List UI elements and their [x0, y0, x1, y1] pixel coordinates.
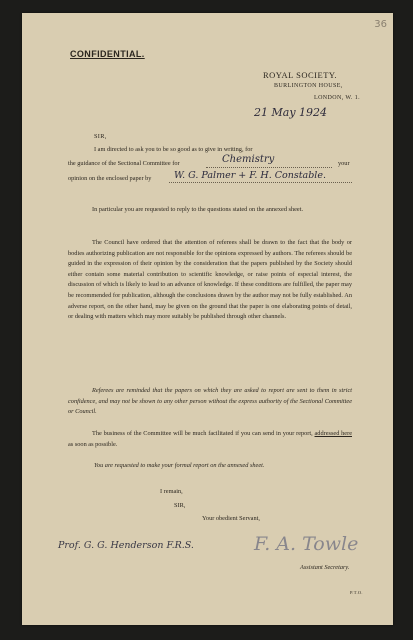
intro-line-1: I am directed to ask you to be so good as to give in writing, for: [94, 146, 253, 153]
folio-number: 36: [374, 19, 387, 30]
letter-page: [22, 13, 393, 625]
intro-line-2-start: the guidance of the Sectional Committee for: [68, 160, 180, 167]
society-name: ROYAL SOCIETY.: [263, 70, 338, 80]
committee-blank: [206, 167, 332, 168]
business-text-start: The business of the Committee will be much facilitated if you can send in your report,: [92, 430, 313, 437]
closing-servant: Your obedient Servant,: [202, 515, 260, 522]
referee-name-handwritten: Prof. G. G. Henderson F.R.S.: [58, 540, 194, 551]
intro-line-3-start: opinion on the enclosed paper by: [68, 175, 152, 182]
secretary-signature: F. A. Towle: [254, 533, 359, 555]
paragraph-particular: In particular you are requested to reply to the questions stated on the annexed sheet.: [92, 206, 304, 213]
closing-sir: SIR,: [174, 502, 186, 509]
authors-handwritten: W. G. Palmer + F. H. Constable.: [174, 170, 326, 181]
salutation: SIR,: [94, 133, 107, 140]
assistant-secretary-title: Assistant Secretary.: [300, 564, 350, 571]
handwritten-date: 21 May 1924: [254, 106, 328, 119]
paragraph-reminder: Referees are reminded that the papers on which they are asked to report are sent to them in strict confidence, and may not be shown to any other person without the express authority of the Sectional Committee or Council.: [68, 387, 352, 416]
addressed-here-underlined: addressed here: [314, 430, 352, 437]
intro-line-2-end: your: [338, 160, 350, 167]
paragraph-business: [68, 429, 352, 450]
business-text-end: as soon as possible.: [68, 440, 118, 448]
authors-blank: [169, 182, 352, 183]
please-turn-over: P.T.O.: [350, 590, 363, 595]
closing-remain: I remain,: [160, 488, 183, 495]
paragraph-council: The Council have ordered that the attention of referees shall be drawn to the fact that the body or bodies authorizing publication are not responsible for the opinions expressed by authors. The referees should be guided in the expression of their opinion by the consideration that the papers published by the Society should either contain some material contribution to scientific knowledge, or raise points of especial interest, the discussion of which is likely to lead to an advance of knowledge. If these conditions are fulfilled, the paper may be recommended for publication, although the conclusions drawn by the author may not be fully established. An adverse report, on the other hand, may be given on the ground that the paper is one elaborating points of detail, or dealing with matters which may more suitably be published through other channels.: [68, 239, 352, 321]
committee-handwritten: Chemistry: [222, 154, 275, 165]
address-street: BURLINGTON HOUSE,: [274, 83, 343, 89]
address-city: LONDON, W. 1.: [314, 95, 361, 101]
confidential-heading: CONFIDENTIAL.: [70, 49, 145, 59]
formal-report-note: You are requested to make your formal report on the annexed sheet.: [94, 462, 265, 469]
